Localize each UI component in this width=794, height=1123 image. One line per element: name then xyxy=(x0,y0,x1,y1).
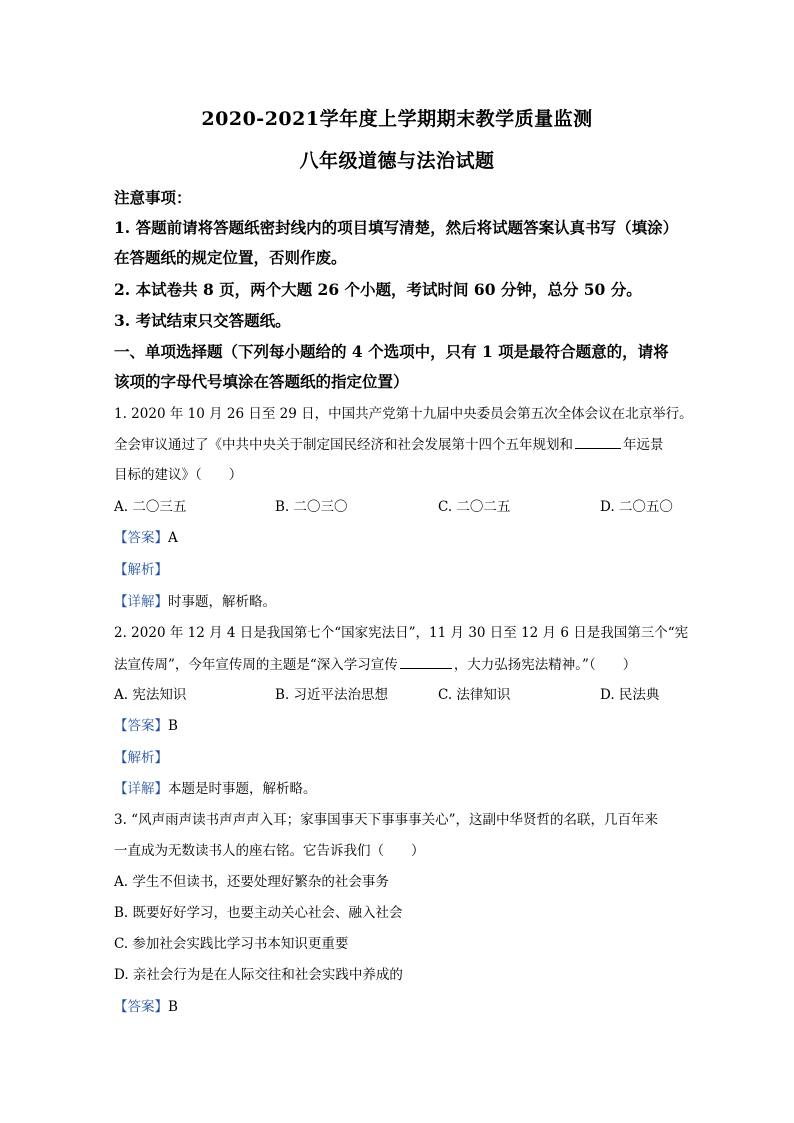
question-2-detail xyxy=(114,779,694,799)
question-1-option-d: D. 二〇五〇 xyxy=(600,499,673,515)
exam-title: 2020-2021学年度上学期期末教学质量监测 xyxy=(201,108,593,130)
detail-tag: 【详解】 xyxy=(114,594,168,610)
question-1-answer xyxy=(114,528,694,548)
notice-item-1: 1. 答题前请将答题纸密封线内的项目填写清楚，然后将试题答案认真书写（填涂） xyxy=(114,218,679,237)
question-3-stem: 3. “风声雨声读书声声声入耳；家事国事天下事事事关心”，这副中华贤哲的名联，几百年来 xyxy=(114,812,658,828)
question-1-stem-cont xyxy=(114,434,694,455)
answer-blank xyxy=(400,654,452,669)
section-heading-cont: 该项的字母代号填涂在答题纸的指定位置） xyxy=(114,372,409,391)
analysis-tag: 【解析】 xyxy=(114,750,168,766)
section-heading: 一、单项选择题（下列每小题给的 4 个选项中，只有 1 项是最符合题意的，请将 xyxy=(114,342,669,361)
answer-tag: 【答案】 xyxy=(114,718,168,734)
notice-item-3: 3. 考试结束只交答题纸。 xyxy=(114,311,291,330)
answer-value: A xyxy=(168,530,178,546)
question-3-stem-cont: 一直成为无数读书人的座右铭。它告诉我们（ ） xyxy=(114,843,425,859)
question-3-option-c: C. 参加社会实践比学习书本知识更重要 xyxy=(114,936,349,952)
question-3-answer xyxy=(114,997,694,1017)
question-2-stem-post: ，大力弘扬宪法精神。”（ ） xyxy=(453,657,637,673)
notice-heading: 注意事项： xyxy=(114,188,192,207)
detail-text: 本题是时事题，解析略。 xyxy=(168,781,317,797)
question-2-stem-cont xyxy=(114,654,694,675)
question-2-analysis xyxy=(114,748,694,768)
exam-subtitle: 八年级道德与法治试题 xyxy=(299,150,495,172)
question-3-option-b: B. 既要好好学习，也要主动关心社会、融入社会 xyxy=(114,905,403,921)
question-2-option-a: A. 宪法知识 xyxy=(114,687,187,703)
answer-value: B xyxy=(168,999,178,1015)
question-1-stem-post: 年远景 xyxy=(623,437,664,453)
notice-item-2: 2. 本试卷共 8 页，两个大题 26 个小题，考试时间 60 分钟，总分 50 分。 xyxy=(114,280,642,299)
answer-tag: 【答案】 xyxy=(114,530,168,546)
question-1-analysis xyxy=(114,560,694,580)
question-2-option-c: C. 法律知识 xyxy=(438,687,511,703)
question-1-option-b: B. 二〇三〇 xyxy=(275,499,348,515)
question-2-answer xyxy=(114,716,694,736)
question-2-option-b: B. 习近平法治思想 xyxy=(275,687,389,703)
question-1-stem-end: 目标的建议》（ ） xyxy=(114,467,243,483)
question-1-option-c: C. 二〇二五 xyxy=(438,499,511,515)
notice-item-1-cont: 在答题纸的规定位置，否则作废。 xyxy=(114,248,347,267)
question-1-detail xyxy=(114,592,694,612)
question-1-option-a: A. 二〇三五 xyxy=(114,499,187,515)
detail-text: 时事题，解析略。 xyxy=(168,594,276,610)
analysis-tag: 【解析】 xyxy=(114,562,168,578)
question-1-stem-pre: 全会审议通过了《中共中央关于制定国民经济和社会发展第十四个五年规划和 xyxy=(114,437,573,453)
answer-value: B xyxy=(168,718,178,734)
answer-blank xyxy=(575,434,621,449)
question-2-stem: 2. 2020 年 12 月 4 日是我国第七个“国家宪法日”，11 月 30 日至 12 月 6 日是我国第三个“宪 xyxy=(114,625,689,641)
question-2-option-d: D. 民法典 xyxy=(600,687,660,703)
question-2-stem-pre: 法宣传周”，今年宣传周的主题是“深入学习宣传 xyxy=(114,657,398,673)
detail-tag: 【详解】 xyxy=(114,781,168,797)
question-3-option-d: D. 亲社会行为是在人际交往和社会实践中养成的 xyxy=(114,967,403,983)
question-3-option-a: A. 学生不但读书，还要处理好繁杂的社会事务 xyxy=(114,874,389,890)
question-1-stem: 1. 2020 年 10 月 26 日至 29 日，中国共产党第十九届中央委员会第五次全体会议在北京举行。 xyxy=(114,406,693,422)
answer-tag: 【答案】 xyxy=(114,999,168,1015)
